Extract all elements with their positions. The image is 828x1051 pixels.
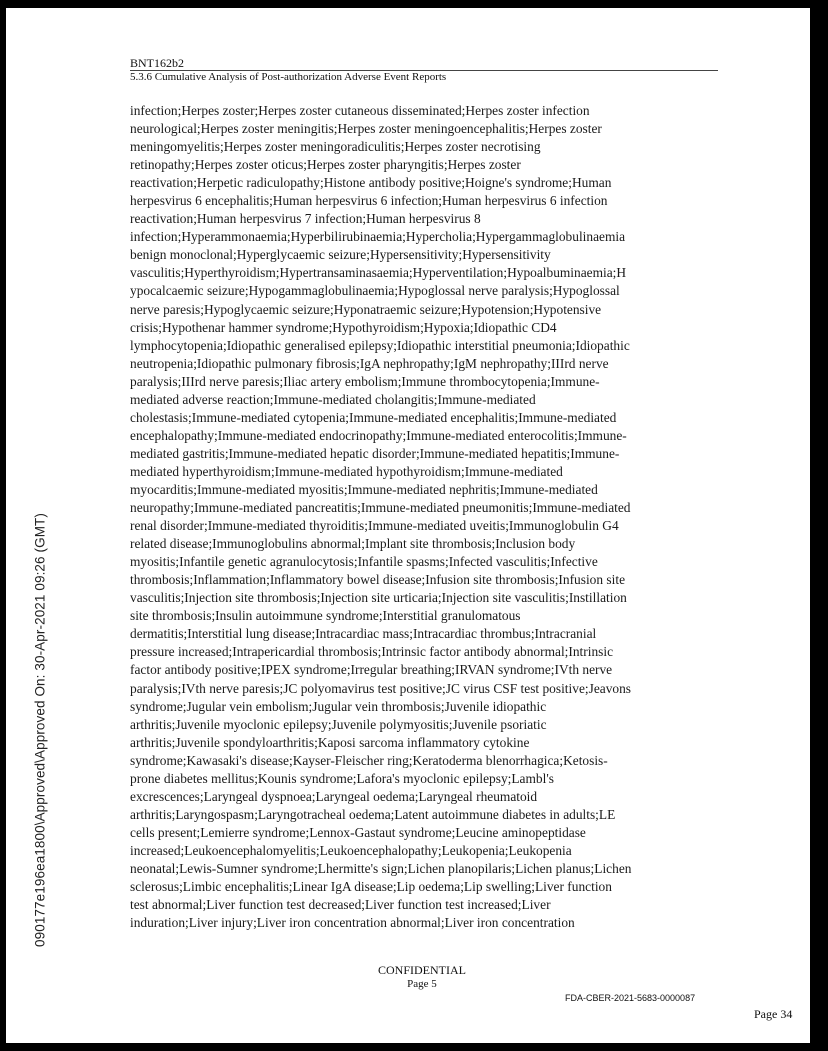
body-text-line: paralysis;IVth nerve paresis;JC polyomavirus test positive;JC virus CSF test positive;Jeavons: [130, 680, 631, 696]
body-text-line: arthritis;Juvenile spondyloarthritis;Kaposi sarcoma inflammatory cytokine: [130, 734, 530, 750]
body-text-line: mediated hyperthyroidism;Immune-mediated hypothyroidism;Immune-mediated: [130, 463, 563, 479]
body-text-line: myocarditis;Immune-mediated myositis;Immune-mediated nephritis;Immune-mediated: [130, 481, 598, 497]
body-text-line: benign monoclonal;Hyperglycaemic seizure;Hypersensitivity;Hypersensitivity: [130, 247, 551, 263]
body-text-line: factor antibody positive;IPEX syndrome;Irregular breathing;IRVAN syndrome;IVth nerve: [130, 662, 613, 678]
body-text-line: renal disorder;Immune-mediated thyroiditis;Immune-mediated uveitis;Immunoglobulin G4: [130, 518, 619, 534]
body-text-line: mediated adverse reaction;Immune-mediated cholangitis;Immune-mediated: [130, 391, 536, 407]
body-text-line: sclerosus;Limbic encephalitis;Linear IgA disease;Lip oedema;Lip swelling;Liver function: [130, 879, 612, 895]
body-text-line: myositis;Infantile genetic agranulocytosis;Infantile spasms;Infected vasculitis;Infective: [130, 554, 598, 570]
body-text-line: neuropathy;Immune-mediated pancreatitis;Immune-mediated pneumonitis;Immune-mediated: [130, 500, 631, 516]
body-text-line: neonatal;Lewis-Sumner syndrome;Lhermitte's sign;Lichen planopilaris;Lichen planus;Lichen: [130, 860, 632, 876]
outer-page-number: Page 34: [754, 1007, 793, 1021]
body-text-line: paralysis;IIIrd nerve paresis;Iliac artery embolism;Immune thrombocytopenia;Immune-: [130, 373, 600, 389]
body-text-line: reactivation;Human herpesvirus 7 infection;Human herpesvirus 8: [130, 211, 481, 227]
body-text-line: site thrombosis;Insulin autoimmune syndrome;Interstitial granulomatous: [130, 608, 521, 624]
body-text-line: syndrome;Jugular vein embolism;Jugular vein thrombosis;Juvenile idiopathic: [130, 698, 547, 714]
approval-stamp: 090177e196ea1800\Approved\Approved On: 30-Apr-2021 09:26 (GMT): [32, 513, 48, 947]
body-text-line: cholestasis;Immune-mediated cytopenia;Immune-mediated encephalitis;Immune-mediated: [130, 409, 617, 425]
body-text-line: test abnormal;Liver function test decreased;Liver function test increased;Liver: [130, 897, 551, 913]
document-title: BNT162b2: [130, 56, 184, 70]
document-page: [6, 8, 810, 1043]
body-text-line: neutropenia;Idiopathic pulmonary fibrosis;IgA nephropathy;IgM nephropathy;IIIrd nerve: [130, 355, 609, 371]
confidential-label: CONFIDENTIAL: [378, 963, 466, 977]
body-text-line: mediated gastritis;Immune-mediated hepatic disorder;Immune-mediated hepatitis;Immune-: [130, 445, 620, 461]
body-text-line: excrescences;Laryngeal dyspnoea;Laryngeal oedema;Laryngeal rheumatoid: [130, 788, 538, 804]
body-text-line: cells present;Lemierre syndrome;Lennox-Gastaut syndrome;Leucine aminopeptidase: [130, 824, 586, 840]
body-text-line: meningomyelitis;Herpes zoster meningoradiculitis;Herpes zoster necrotising: [130, 139, 541, 155]
section-title: 5.3.6 Cumulative Analysis of Post-authorization Adverse Event Reports: [130, 71, 447, 83]
body-text-line: infection;Hyperammonaemia;Hyperbilirubinaemia;Hypercholia;Hypergammaglobulinaemia: [130, 229, 626, 245]
body-text-line: vasculitis;Injection site thrombosis;Injection site urticaria;Injection site vasculitis;Instillation: [130, 590, 627, 606]
body-text-line: dermatitis;Interstitial lung disease;Intracardiac mass;Intracardiac thrombus;Intracranial: [130, 626, 597, 642]
body-text-line: nerve paresis;Hypoglycaemic seizure;Hyponatraemic seizure;Hypotension;Hypotensive: [130, 301, 602, 317]
body-text-line: arthritis;Juvenile myoclonic epilepsy;Juvenile polymyositis;Juvenile psoriatic: [130, 716, 547, 732]
body-text-line: encephalopathy;Immune-mediated endocrinopathy;Immune-mediated enterocolitis;Immune-: [130, 427, 627, 443]
inner-page-number: Page 5: [407, 978, 437, 990]
body-text-line: crisis;Hypothenar hammer syndrome;Hypothyroidism;Hypoxia;Idiopathic CD4: [130, 319, 557, 335]
body-text-line: infection;Herpes zoster;Herpes zoster cutaneous disseminated;Herpes zoster infection: [130, 103, 590, 118]
body-text-line: syndrome;Kawasaki's disease;Kayser-Fleischer ring;Keratoderma blenorrhagica;Ketosis-: [130, 752, 608, 768]
body-text-line: pressure increased;Intrapericardial thrombosis;Intrinsic factor antibody abnormal;Intrinsic: [130, 644, 614, 660]
body-text-line: retinopathy;Herpes zoster oticus;Herpes zoster pharyngitis;Herpes zoster: [130, 157, 521, 173]
body-text-line: neurological;Herpes zoster meningitis;Herpes zoster meningoencephalitis;Herpes zoster: [130, 121, 602, 137]
adverse-event-terms-text: [130, 102, 720, 932]
body-text-line: vasculitis;Hyperthyroidism;Hypertransaminasaemia;Hyperventilation;Hypoalbuminaemia;H: [130, 265, 627, 281]
body-text-line: increased;Leukoencephalomyelitis;Leukoencephalopathy;Leukopenia;Leukopenia: [130, 842, 572, 858]
document-reference-number: FDA-CBER-2021-5683-0000087: [565, 993, 696, 1003]
body-text-line: lymphocytopenia;Idiopathic generalised epilepsy;Idiopathic interstitial pneumonia;Idiopathic: [130, 337, 630, 353]
body-text-line: thrombosis;Inflammation;Inflammatory bowel disease;Infusion site thrombosis;Infusion site: [130, 572, 626, 588]
body-text-line: herpesvirus 6 encephalitis;Human herpesvirus 6 infection;Human herpesvirus 6 infection: [130, 193, 608, 209]
body-text-line: prone diabetes mellitus;Kounis syndrome;Lafora's myoclonic epilepsy;Lambl's: [130, 770, 554, 786]
body-text-line: arthritis;Laryngospasm;Laryngotracheal oedema;Latent autoimmune diabetes in adults;LE: [130, 806, 616, 822]
body-text-line: reactivation;Herpetic radiculopathy;Histone antibody positive;Hoigne's syndrome;Human: [130, 175, 612, 191]
body-text-line: ypocalcaemic seizure;Hypogammaglobulinaemia;Hypoglossal nerve paralysis;Hypoglossal: [130, 283, 620, 299]
body-text-line: induration;Liver injury;Liver iron concentration abnormal;Liver iron concentration: [130, 915, 575, 931]
body-text-line: related disease;Immunoglobulins abnormal;Implant site thrombosis;Inclusion body: [130, 536, 576, 552]
